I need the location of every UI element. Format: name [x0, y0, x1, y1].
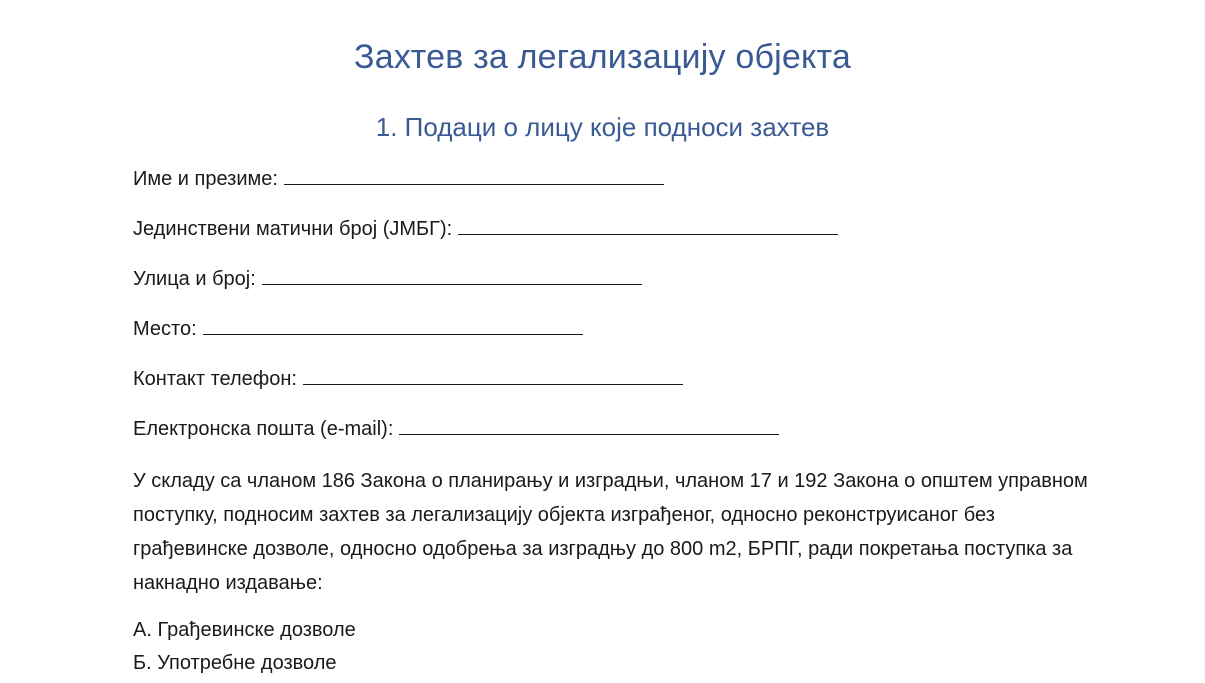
document-title: Захтев за легализацију објекта	[354, 38, 851, 76]
blank-line[interactable]	[203, 316, 583, 335]
field-label: Улица и број:	[133, 268, 256, 290]
blank-line[interactable]	[303, 366, 683, 385]
blank-line[interactable]	[284, 166, 664, 185]
section-heading: 1. Подаци о лицу које подноси захтев	[375, 112, 830, 142]
field-label: Контакт телефон:	[133, 368, 297, 390]
field-email	[133, 416, 779, 441]
field-label: Место:	[133, 318, 197, 340]
field-label: Електронска пошта (e-mail):	[133, 418, 394, 440]
option-building-permit: А. Грађевинске дозволе	[133, 619, 356, 641]
blank-line[interactable]	[262, 266, 642, 285]
field-full-name	[133, 166, 664, 191]
option-use-permit: Б. Употребне дозволе	[133, 652, 337, 674]
field-street	[133, 266, 642, 291]
field-label: Име и презиме:	[133, 168, 278, 190]
field-jmbg	[133, 216, 838, 241]
blank-line[interactable]	[399, 416, 779, 435]
blank-line[interactable]	[458, 216, 838, 235]
field-label: Јединствени матични број (ЈМБГ):	[133, 218, 453, 240]
request-paragraph: У складу са чланом 186 Закона о планирању и изградњи, чланом 17 и 192 Закона о општем управном поступку, подносим захтев за легализацију објекта изграђеног, односно реконструисаног без грађевинске дозволе, односно одобрења за изградњу до 800 m2, БРПГ, ради покретања поступка за накнадно издавање:	[133, 470, 1088, 594]
field-place	[133, 316, 583, 341]
field-phone	[133, 366, 683, 391]
